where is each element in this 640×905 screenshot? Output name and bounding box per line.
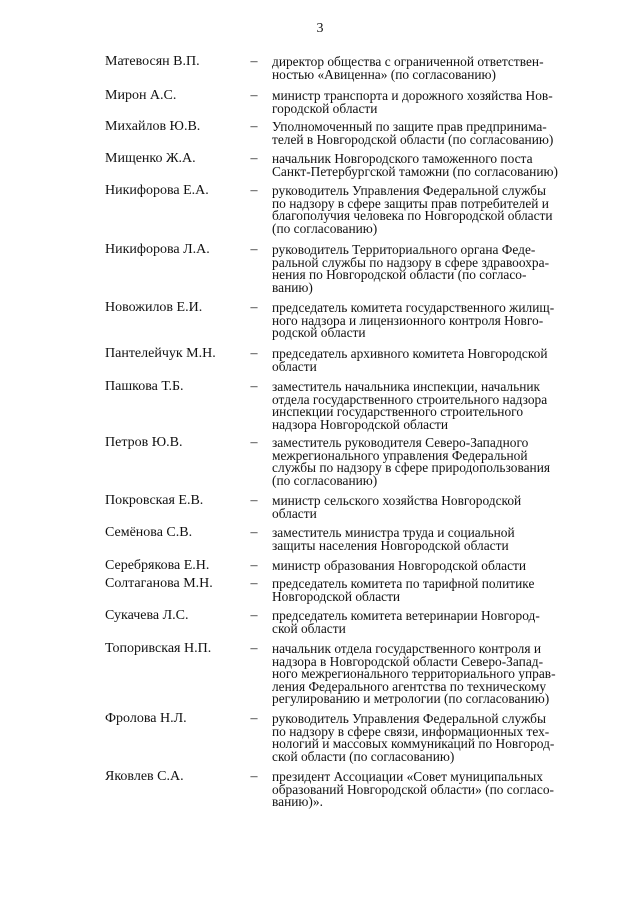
separator-dash: –: [250, 641, 258, 656]
position-line: защиты населения Новгородской области: [272, 537, 509, 553]
separator-dash: –: [250, 242, 258, 257]
position-line: руководитель Территориального органа Феде-: [272, 242, 536, 257]
position-description: [272, 578, 597, 603]
position-description: [272, 185, 597, 235]
position-line: министр образования Новгородской области: [272, 558, 527, 573]
separator-dash: –: [250, 576, 258, 591]
position-line: председатель комитета государственного жилищ-: [272, 300, 555, 315]
person-name: Покровская Е.В.: [105, 493, 204, 508]
separator-dash: –: [250, 88, 258, 103]
separator-dash: –: [250, 711, 258, 726]
person-name: Топоривская Н.П.: [105, 641, 212, 656]
person-name: Михайлов Ю.В.: [105, 119, 201, 134]
position-line: (по согласованию): [272, 472, 378, 488]
position-line: межрегионального управления Федеральной: [272, 447, 528, 463]
position-line: президент Ассоциации «Совет муниципальных: [272, 769, 544, 784]
position-description: [272, 153, 597, 178]
person-name: Фролова Н.Л.: [105, 711, 187, 726]
position-line: начальник отдела государственного контроля и: [272, 641, 542, 656]
position-description: [272, 437, 597, 487]
position-line: ской области (по согласованию): [272, 748, 455, 764]
position-description: [272, 348, 597, 373]
position-line: нологий и массовых коммуникаций по Новгород-: [272, 736, 555, 752]
position-line: надзора Новгородской области: [272, 416, 449, 432]
person-name: Солтаганова М.Н.: [105, 576, 213, 591]
position-description: [272, 121, 597, 146]
position-line: Уполномоченный по защите прав предпринима-: [272, 119, 547, 134]
position-line: ральной службы по надзору в сфере здравоохра-: [272, 254, 550, 270]
position-line: по надзору в сфере связи, информационных тех-: [272, 723, 550, 739]
person-name: Семёнова С.В.: [105, 525, 193, 540]
position-line: ностью «Авиценна» (по согласованию): [272, 66, 496, 82]
position-line: инспекции государственного строительного: [272, 404, 524, 420]
position-line: ванию): [272, 279, 313, 295]
position-description: [272, 560, 597, 573]
person-name: Матевосян В.П.: [105, 54, 200, 69]
position-description: [272, 244, 597, 294]
position-line: ской области: [272, 620, 346, 636]
position-line: министр транспорта и дорожного хозяйства Нов-: [272, 88, 553, 103]
position-description: [272, 771, 597, 809]
person-name: Новожилов Е.И.: [105, 300, 203, 315]
position-line: председатель архивного комитета Новгородской: [272, 346, 548, 361]
separator-dash: –: [250, 151, 258, 166]
separator-dash: –: [250, 346, 258, 361]
position-line: городской области: [272, 100, 378, 116]
separator-dash: –: [250, 525, 258, 540]
position-description: [272, 643, 597, 706]
position-description: [272, 90, 597, 115]
person-name: Пашкова Т.Б.: [105, 379, 184, 394]
position-description: [272, 527, 597, 552]
position-line: руководитель Управления Федеральной службы: [272, 183, 546, 198]
person-name: Серебрякова Е.Н.: [105, 558, 210, 573]
position-line: председатель комитета ветеринарии Новгород-: [272, 608, 540, 623]
position-line: руководитель Управления Федеральной службы: [272, 711, 546, 726]
position-line: заместитель руководителя Северо-Западного: [272, 435, 529, 450]
position-line: отдела государственного строительного надзора: [272, 391, 548, 407]
position-line: ного межрегионального территориального управ-: [272, 666, 556, 682]
person-name: Никифорова Е.А.: [105, 183, 209, 198]
position-line: министр сельского хозяйства Новгородской: [272, 493, 522, 508]
position-line: родской области: [272, 325, 366, 341]
position-description: [272, 381, 597, 431]
position-line: образований Новгородской области» (по согласо-: [272, 781, 554, 797]
separator-dash: –: [250, 769, 258, 784]
page-number: 3: [316, 21, 324, 36]
separator-dash: –: [250, 300, 258, 315]
person-name: Петров Ю.В.: [105, 435, 183, 450]
position-line: Санкт-Петербургской таможни (по согласованию): [272, 163, 558, 179]
separator-dash: –: [250, 435, 258, 450]
position-line: по надзору в сфере защиты прав потребителей и: [272, 195, 549, 211]
position-line: службы по надзору в сфере природопользования: [272, 460, 551, 476]
position-line: директор общества с ограниченной ответствен-: [272, 54, 544, 69]
position-line: (по согласованию): [272, 220, 378, 236]
separator-dash: –: [250, 608, 258, 623]
position-line: ления Федерального агентства по техническому: [272, 678, 547, 694]
position-line: председатель комитета по тарифной политике: [272, 576, 535, 591]
position-line: области: [272, 358, 317, 374]
separator-dash: –: [250, 183, 258, 198]
person-name: Мищенко Ж.А.: [105, 151, 196, 166]
position-line: надзора в Новгородской области Северо-Запад-: [272, 653, 544, 669]
position-description: [272, 713, 597, 763]
person-name: Мирон А.С.: [105, 88, 177, 103]
separator-dash: –: [250, 379, 258, 394]
separator-dash: –: [250, 54, 258, 69]
position-description: [272, 302, 597, 340]
position-line: области: [272, 505, 317, 521]
position-line: заместитель министра труда и социальной: [272, 525, 515, 540]
position-line: Новгородской области: [272, 588, 401, 604]
position-line: заместитель начальника инспекции, начальник: [272, 379, 541, 394]
position-description: [272, 495, 597, 520]
position-line: нения по Новгородской области (по согласо-: [272, 267, 527, 283]
position-line: ванию)».: [272, 794, 323, 810]
position-line: начальник Новгородского таможенного поста: [272, 151, 533, 166]
person-name: Сукачева Л.С.: [105, 608, 189, 623]
position-description: [272, 56, 597, 81]
person-name: Никифорова Л.А.: [105, 242, 210, 257]
separator-dash: –: [250, 558, 258, 573]
position-line: телей в Новгородской области (по согласованию): [272, 131, 554, 147]
person-name: Яковлев С.А.: [105, 769, 184, 784]
person-name: Пантелейчук М.Н.: [105, 346, 216, 361]
separator-dash: –: [250, 493, 258, 508]
position-line: регулированию и метрологии (по согласованию): [272, 691, 550, 707]
position-line: ного надзора и лицензионного контроля Новго-: [272, 312, 544, 328]
separator-dash: –: [250, 119, 258, 134]
position-description: [272, 610, 597, 635]
position-line: благополучия человека по Новгородской области: [272, 208, 553, 224]
